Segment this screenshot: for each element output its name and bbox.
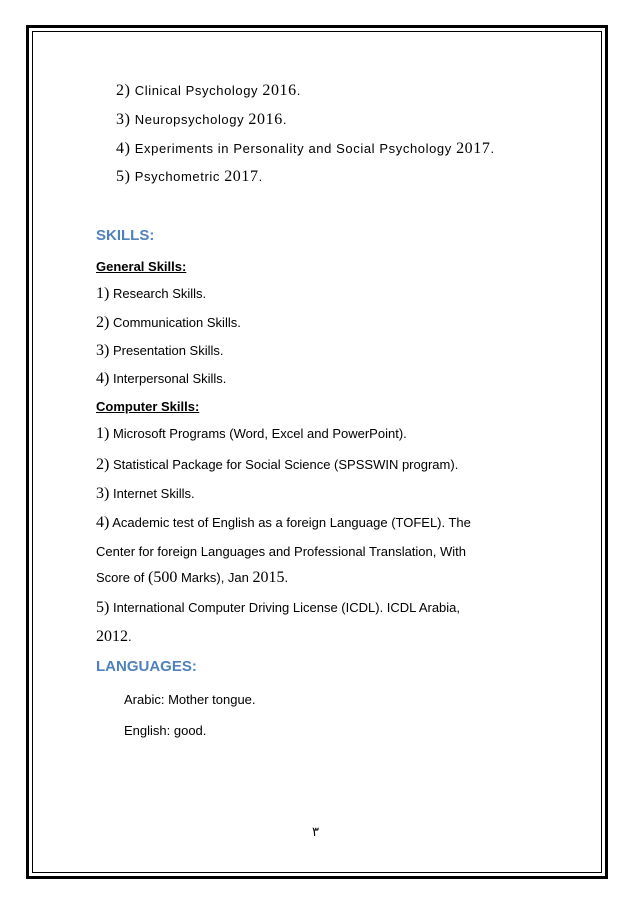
skills-heading: SKILLS: [96,227,155,244]
page-number: ٣ [312,825,319,840]
computer-skill-item: 3) Internet Skills. [96,485,195,502]
languages-heading: LANGUAGES: [96,658,197,675]
general-skill-item: 2) Communication Skills. [96,314,241,331]
general-skills-heading: General Skills: [96,259,187,274]
computer-skill-item: 2) Statistical Package for Social Science (SPSSWIN program). [96,456,459,473]
course-item: 5) Psychometric 2017. [116,168,263,185]
computer-skill-item: 4) Academic test of English as a foreign Language (TOFEL). The [96,514,471,531]
language-item: Arabic: Mother tongue. [124,692,256,707]
computer-skills-heading: Computer Skills: [96,399,200,414]
course-item: 2) Clinical Psychology 2016. [116,82,301,99]
computer-skill-item: 1) Microsoft Programs (Word, Excel and PowerPoint). [96,425,407,442]
course-item: 4) Experiments in Personality and Social Psychology 2017. [116,140,495,157]
general-skill-item: 3) Presentation Skills. [96,342,224,359]
language-item: English: good. [124,723,207,738]
icdl-year-line: 2012. [96,628,132,645]
course-item: 3) Neuropsychology 2016. [116,111,288,128]
general-skill-item: 4) Interpersonal Skills. [96,370,227,387]
general-skill-item: 1) Research Skills. [96,285,207,302]
toefl-continuation: Center for foreign Languages and Professional Translation, With [96,544,466,559]
toefl-score-line: Score of (500 Marks), Jan 2015. [96,569,289,586]
icdl-item: 5) International Computer Driving License (ICDL). ICDL Arabia, [96,599,461,616]
